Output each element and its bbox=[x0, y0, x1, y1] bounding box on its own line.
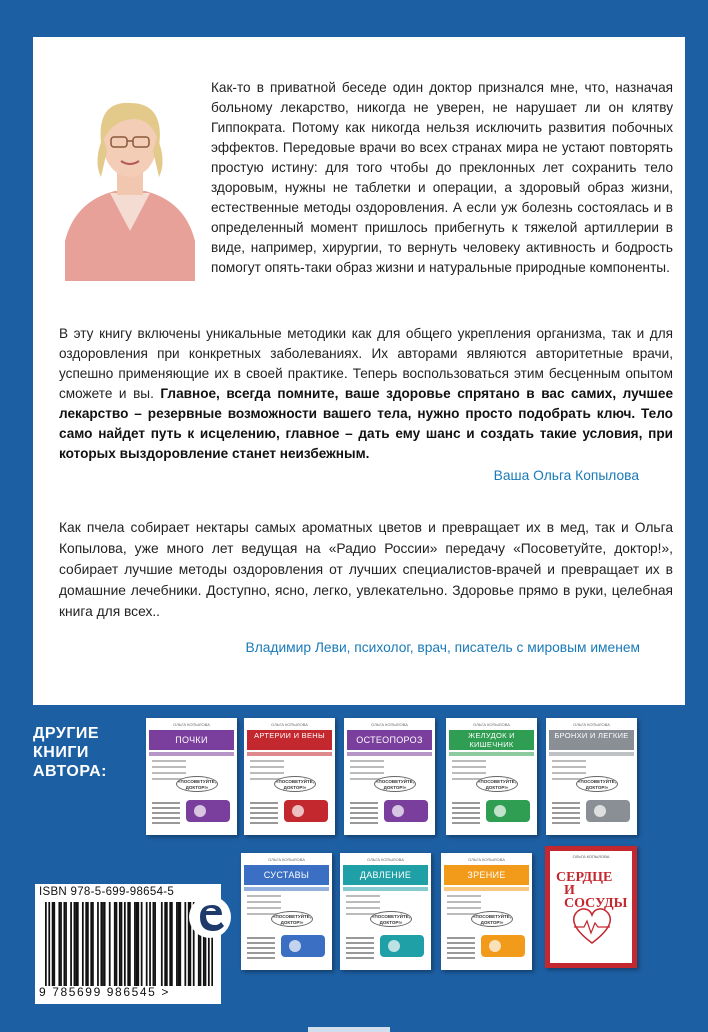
main-paragraph: В эту книгу включены уникальные методики как для общего укрепления организма, так и для оздоровления при конкретных заболеваниях. Их авторами являются авторитетные врачи, успешно применяющие их в своей практике. Теперь воспользоваться этим бесценным опытом сможете и вы. Главное, всегда помните, ваше здоровье спрятано в вас самих, лучшее лекарство – резервные возможности вашего тела, нужно просто подобрать ключ. Тело само найдет путь к исцелению, главное – дать ему шанс и создать такие условия, при которых выздоровление станет неизбежным. bbox=[59, 326, 673, 461]
barcode-bar bbox=[75, 902, 77, 986]
book-author: ОЛЬГА КОПЫЛОВА bbox=[573, 722, 610, 727]
book-cover bbox=[446, 718, 537, 835]
book-subtitle-band bbox=[149, 752, 234, 756]
heart-book-title: СЕРДЦЕ И СОСУДЫ bbox=[556, 870, 628, 911]
publisher-logo bbox=[188, 895, 232, 939]
barcode-bar bbox=[52, 902, 54, 986]
barcode-bar bbox=[102, 902, 104, 986]
barcode-bar bbox=[65, 902, 67, 986]
book-author: ОЛЬГА КОПЫЛОВА bbox=[473, 722, 510, 727]
author-signature: Ваша Ольга Копылова bbox=[493, 468, 639, 483]
barcode-bar bbox=[90, 902, 92, 986]
speech-bubble: «ПОСОВЕТУЙТЕ, ДОКТОР!» bbox=[374, 776, 416, 792]
book-caption bbox=[552, 802, 580, 827]
speech-bubble: «ПОСОВЕТУЙТЕ, ДОКТОР!» bbox=[274, 776, 316, 792]
book-subtitle-band bbox=[343, 887, 428, 891]
book-subtitle-band bbox=[444, 887, 529, 891]
speech-bubble: «ПОСОВЕТУЙТЕ, ДОКТОР!» bbox=[471, 911, 513, 927]
book-title: ЖЕЛУДОК И КИШЕЧНИК bbox=[449, 730, 534, 750]
barcode-bar bbox=[121, 902, 123, 986]
radio-icon bbox=[481, 935, 525, 957]
radio-icon bbox=[384, 800, 428, 822]
book-subtitle-band bbox=[449, 752, 534, 756]
radio-icon bbox=[281, 935, 325, 957]
barcode-bar bbox=[92, 902, 94, 986]
barcode-bar bbox=[129, 902, 131, 986]
book-caption bbox=[447, 937, 475, 962]
book-cover bbox=[241, 853, 332, 970]
barcode-bar bbox=[53, 902, 55, 986]
book-title: ОСТЕОПОРОЗ bbox=[347, 730, 432, 750]
barcode-bar bbox=[109, 902, 111, 986]
barcode-bar bbox=[127, 902, 129, 986]
barcode-bar bbox=[82, 902, 84, 986]
barcode-bar bbox=[137, 902, 139, 986]
book-cover bbox=[340, 853, 431, 970]
book-cover-heart: ОЛЬГА КОПЫЛОВА СЕРДЦЕ И СОСУДЫ bbox=[545, 846, 637, 968]
isbn-barcode: ISBN 978-5-699-98654-5 9 785699 986545 > bbox=[35, 884, 221, 1004]
book-title: ДАВЛЕНИЕ bbox=[343, 865, 428, 885]
review-paragraph: Как пчела собирает нектары самых ароматных цветов и превращает их в мед, так и Ольга Копылова, уже много лет ведущая на «Радио России» передачу «Посоветуйте, доктор!», собирает лучшие методы оздоровления от лучших специалистов-врачей и превращает их в домашние лечебники. Доступно, ясно, легко, увлекательно. Здоровье прямо в руки, целебная книга для всех.. bbox=[59, 520, 673, 619]
barcode-bar bbox=[116, 902, 118, 986]
book-subtitle-band bbox=[549, 752, 634, 756]
barcode-bar bbox=[63, 902, 65, 986]
book-caption bbox=[350, 802, 378, 827]
book-title: ПОЧКИ bbox=[149, 730, 234, 750]
barcode-bar bbox=[141, 902, 143, 986]
book-cover bbox=[441, 853, 532, 970]
barcode-bar bbox=[48, 902, 50, 986]
book-title: БРОНХИ И ЛЕГКИЕ bbox=[549, 730, 634, 750]
other-books-label: ДРУГИЕ КНИГИ АВТОРА: bbox=[33, 725, 107, 780]
speech-bubble: «ПОСОВЕТУЙТЕ, ДОКТОР!» bbox=[271, 911, 313, 927]
book-subtitle-band bbox=[347, 752, 432, 756]
barcode-bar bbox=[85, 902, 87, 986]
speech-bubble: «ПОСОВЕТУЙТЕ, ДОКТОР!» bbox=[176, 776, 218, 792]
barcode-bar bbox=[176, 902, 178, 986]
barcode-bar bbox=[136, 902, 138, 986]
barcode-bar bbox=[178, 902, 180, 986]
book-cover bbox=[344, 718, 435, 835]
barcode-bar bbox=[179, 902, 181, 986]
book-author: ОЛЬГА КОПЫЛОВА bbox=[271, 722, 308, 727]
barcode-bar bbox=[114, 902, 116, 986]
book-caption bbox=[250, 802, 278, 827]
speech-bubble: «ПОСОВЕТУЙТЕ, ДОКТОР!» bbox=[370, 911, 412, 927]
book-author: ОЛЬГА КОПЫЛОВА bbox=[173, 722, 210, 727]
barcode-bar bbox=[60, 902, 62, 986]
barcode-bar bbox=[124, 902, 126, 986]
author-photo bbox=[55, 81, 205, 281]
book-author: ОЛЬГА КОПЫЛОВА bbox=[367, 857, 404, 862]
barcode-bar bbox=[58, 902, 60, 986]
barcode-bar bbox=[146, 902, 148, 986]
bottom-strip bbox=[308, 1027, 390, 1032]
book-title: СУСТАВЫ bbox=[244, 865, 329, 885]
book-caption bbox=[452, 802, 480, 827]
barcode-bar bbox=[45, 902, 47, 986]
book-cover bbox=[546, 718, 637, 835]
radio-icon bbox=[380, 935, 424, 957]
book-subtitle-band bbox=[247, 752, 332, 756]
barcode-bar bbox=[164, 902, 166, 986]
radio-icon bbox=[284, 800, 328, 822]
barcode-bar bbox=[119, 902, 121, 986]
book-caption bbox=[346, 937, 374, 962]
barcode-bar bbox=[87, 902, 89, 986]
barcode-bar bbox=[149, 902, 151, 986]
radio-icon bbox=[486, 800, 530, 822]
heart-icon bbox=[568, 901, 616, 949]
book-title: ЗРЕНИЕ bbox=[444, 865, 529, 885]
reviewer-signature: Владимир Леви, психолог, врач, писатель с мировым именем bbox=[245, 640, 640, 655]
book-author: ОЛЬГА КОПЫЛОВА bbox=[268, 857, 305, 862]
barcode-bar bbox=[134, 902, 136, 986]
barcode-bar bbox=[166, 902, 168, 986]
barcode-bar bbox=[161, 902, 163, 986]
book-caption bbox=[152, 802, 180, 827]
speech-bubble: «ПОСОВЕТУЙТЕ, ДОКТОР!» bbox=[476, 776, 518, 792]
barcode-bar bbox=[153, 902, 155, 986]
book-caption bbox=[247, 937, 275, 962]
barcode-bar bbox=[169, 902, 171, 986]
speech-bubble: «ПОСОВЕТУЙТЕ, ДОКТОР!» bbox=[576, 776, 618, 792]
barcode-bar bbox=[77, 902, 79, 986]
book-cover bbox=[244, 718, 335, 835]
radio-icon bbox=[586, 800, 630, 822]
barcode-bar bbox=[184, 902, 186, 986]
barcode-bar bbox=[70, 902, 72, 986]
book-subtitle-band bbox=[244, 887, 329, 891]
intro-paragraph: Как-то в приватной беседе один доктор признался мне, что, назначая больному лекарство, никогда не уверен, не нарушает ли он клятву Гиппократа. Потому как никогда нельзя исключить развития побочных эффектов. Передовые врачи во всех странах мира не устают повторять простую истину: для того чтобы до преклонных лет сохранить тело здоровым, нужны не таблетки и операции, а здоровый образ жизни, естественные методы оздоровления. А если уж болезнь состоялась и в определенный момент пришлось прибегнуть к тяжелой артиллерии в виде, например, хирургии, то вернуть человеку активность и бодрость помогут опять-таки образ жизни и натуральные природные компоненты. bbox=[211, 80, 673, 275]
barcode-bar bbox=[100, 902, 102, 986]
barcode-bar bbox=[74, 902, 76, 986]
highlighted-statement: Главное, всегда помните, ваше здоровье спрятано в вас самих, лучшее лекарство – резервные возможности вашего тела, нужно просто подобрать ключ. Тело само найдет путь к исцелению, главное – дать ему шанс и создать такие условия, при которых выздоровление станет неизбежным. bbox=[59, 386, 673, 461]
barcode-bar bbox=[104, 902, 106, 986]
book-author: ОЛЬГА КОПЫЛОВА bbox=[468, 857, 505, 862]
barcode-bar bbox=[154, 902, 156, 986]
back-cover-text-panel bbox=[33, 37, 685, 705]
barcode-bar bbox=[171, 902, 173, 986]
radio-icon bbox=[186, 800, 230, 822]
book-title: АРТЕРИИ И ВЕНЫ bbox=[247, 730, 332, 750]
book-author: ОЛЬГА КОПЫЛОВА bbox=[371, 722, 408, 727]
book-cover bbox=[146, 718, 237, 835]
barcode-bar bbox=[97, 902, 99, 986]
